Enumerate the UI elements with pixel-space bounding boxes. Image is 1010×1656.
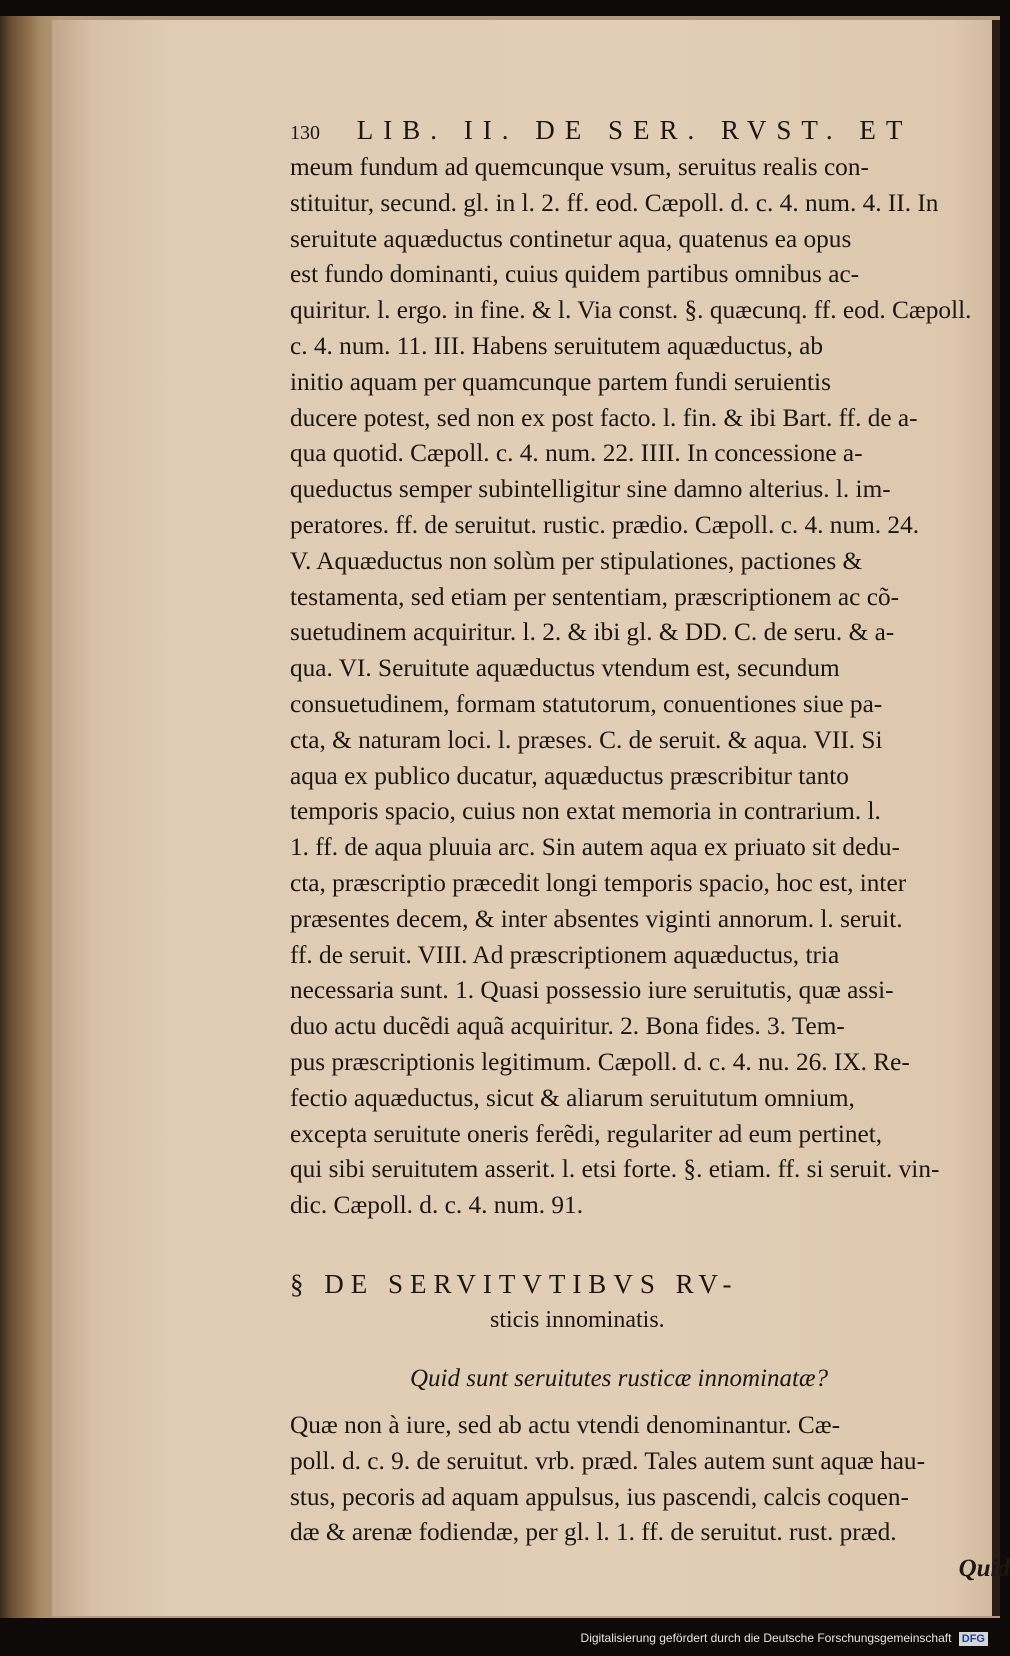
text-line: qua. VI. Seruitute aquæductus vtendum est, secundum (290, 654, 840, 683)
text-line: aqua ex publico ducatur, aquæductus præscribitur tanto (290, 761, 849, 790)
text-line: Quæ non à iure, sed ab actu vtendi denominantur. Cæ- (290, 1410, 841, 1439)
footer-bar (0, 1618, 1000, 1656)
dfg-logo: DFG (959, 1632, 988, 1646)
catchword: Quid (958, 1555, 1010, 1583)
question-heading: Quid sunt seruitutes rusticæ innominatæ? (410, 1364, 829, 1392)
text-line: c. 4. num. 11. III. Habens seruitutem aquæductus, ab (290, 331, 823, 360)
text-line: necessaria sunt. 1. Quasi possessio iure seruitutis, quæ assi- (290, 976, 894, 1005)
section-heading-continued: sticis innominatis. (490, 1306, 665, 1333)
text-line: initio aquam per quamcunque partem fundi seruientis (290, 367, 831, 396)
text-line: cta, præscriptio præcedit longi temporis spacio, hoc est, inter (290, 868, 907, 897)
text-line: peratores. ff. de seruitut. rustic. prædio. Cæpoll. c. 4. num. 24. (290, 510, 920, 539)
text-line: V. Aquæductus non solùm per stipulationes, pactiones & (290, 546, 863, 575)
page-number: 130 (290, 122, 320, 144)
answer-paragraph (290, 1408, 1010, 1551)
running-header (290, 110, 1010, 150)
text-line: consuetudinem, formam statutorum, conuentiones siue pa- (290, 689, 883, 718)
text-line: est fundo dominanti, cuius quidem partibus omnibus ac- (290, 260, 860, 289)
text-line: qui sibi seruitutem asserit. l. etsi forte. §. etiam. ff. si seruit. vin- (290, 1155, 940, 1184)
text-line: cta, & naturam loci. l. præses. C. de seruit. & aqua. VII. Si (290, 725, 883, 754)
text-line: duo actu ducẽdi aquã acquiritur. 2. Bona fides. 3. Tem- (290, 1012, 845, 1041)
funding-note (581, 1631, 988, 1646)
text-line: suetudinem acquiritur. l. 2. & ibi gl. & DD. C. de seru. & a- (290, 618, 895, 647)
text-line: ff. de seruit. VIII. Ad præscriptionem aquæductus, tria (290, 940, 840, 969)
running-title: LIB. II. DE SER. RVST. ET (356, 115, 913, 145)
text-line: seruitute aquæductus continetur aqua, quatenus ea opus (290, 224, 852, 253)
text-line: præsentes decem, & inter absentes viginti annorum. l. seruit. (290, 904, 903, 933)
text-line: dic. Cæpoll. d. c. 4. num. 91. (290, 1191, 584, 1220)
text-line: poll. d. c. 9. de seruitut. vrb. præd. Tales autem sunt aquæ hau- (290, 1446, 925, 1475)
text-line: stituitur, secund. gl. in l. 2. ff. eod. Cæpoll. d. c. 4. num. 4. II. In (290, 188, 939, 217)
section-heading: § DE SERVITVTIBVS RV- (290, 1268, 739, 1299)
text-line: quiritur. l. ergo. in fine. & l. Via const. §. quæcunq. ff. eod. Cæpoll. (290, 296, 972, 325)
text-line: temporis spacio, cuius non extat memoria in contrarium. l. (290, 797, 881, 826)
text-line: testamenta, sed etiam per sententiam, præscriptionem ac cõ- (290, 582, 900, 611)
text-line: dæ & arenæ fodiendæ, per gl. l. 1. ff. de seruitut. rust. præd. (290, 1518, 897, 1547)
text-line: ducere potest, sed non ex post facto. l. fin. & ibi Bart. ff. de a- (290, 403, 918, 432)
text-block (290, 110, 1010, 1587)
book-page (52, 20, 1010, 1616)
book-binding (0, 16, 1010, 1618)
text-line: qua quotid. Cæpoll. c. 4. num. 22. IIII. In concessione a- (290, 439, 863, 468)
text-line: stus, pecoris ad aquam appulsus, ius pascendi, calcis coquen- (290, 1482, 909, 1511)
text-line: 1. ff. de aqua pluuia arc. Sin autem aqua ex priuato sit dedu- (290, 833, 900, 862)
body-text (290, 150, 1010, 1224)
text-line: meum fundum ad quemcunque vsum, seruitus realis con- (290, 153, 869, 181)
funding-text: Digitalisierung gefördert durch die Deutsche Forschungsgemeinschaft (580, 1631, 952, 1646)
text-line: fectio aquæductus, sicut & aliarum seruitutum omnium, (290, 1083, 855, 1112)
text-line: queductus semper subintelligitur sine damno alterius. l. im- (290, 475, 891, 504)
text-line: excepta seruitute oneris ferẽdi, regulariter ad eum pertinet, (290, 1119, 883, 1148)
text-line: pus præscriptionis legitimum. Cæpoll. d. c. 4. nu. 26. IX. Re- (290, 1047, 910, 1076)
